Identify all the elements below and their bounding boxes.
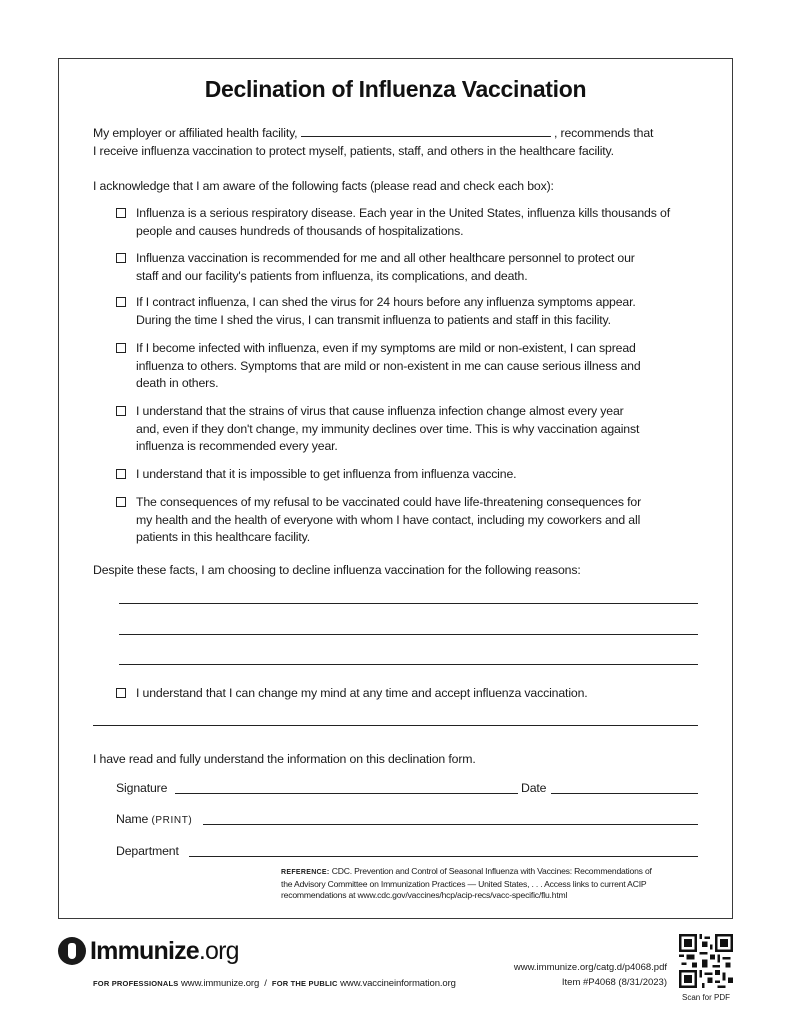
date-field[interactable]	[551, 793, 698, 794]
fact-item-4	[116, 340, 706, 393]
professionals-link[interactable]: www.immunize.org	[181, 978, 260, 989]
fact-text: and, even if they don't change, my immunity declines over time. This is why vaccination against	[136, 421, 640, 436]
fact-text: influenza to others. Symptoms that are mild or non-existent in me can cause serious illness and	[136, 358, 641, 373]
fact-text: Influenza is a serious respiratory disease. Each year in the United States, influenza kills thousands of	[136, 206, 670, 220]
department-field[interactable]	[189, 856, 698, 857]
footer-separator: /	[264, 978, 267, 989]
facility-name-field[interactable]	[301, 125, 551, 137]
fact-checkbox-7[interactable]	[116, 497, 126, 507]
decline-reasons-label: Despite these facts, I am choosing to decline influenza vaccination for the following reasons:	[93, 563, 581, 577]
reference-label: REFERENCE:	[281, 869, 330, 876]
fact-item-6	[116, 466, 706, 484]
change-mind-item	[116, 685, 706, 703]
fact-checkbox-3[interactable]	[116, 297, 126, 307]
immunize-logo-text	[90, 937, 239, 966]
professionals-label: FOR PROFESSIONALS	[93, 979, 179, 988]
change-mind-checkbox[interactable]	[116, 688, 126, 698]
fact-text: If I contract influenza, I can shed the virus for 24 hours before any influenza symptoms appear.	[136, 295, 636, 309]
public-link[interactable]: www.vaccineinformation.org	[340, 978, 456, 989]
reason-line-3[interactable]	[119, 664, 698, 665]
name-label	[116, 812, 192, 826]
footer-item-info	[514, 960, 667, 990]
section-divider	[93, 725, 698, 726]
fact-item-5	[116, 403, 706, 456]
reference-link[interactable]: recommendations at www.cdc.gov/vaccines/hcp/acip-recs/vacc-specific/flu.html	[281, 890, 568, 900]
name-field[interactable]	[203, 824, 698, 825]
intro-text-before: My employer or affiliated health facility,	[93, 126, 298, 140]
immunize-logo[interactable]	[58, 934, 239, 968]
fact-checkbox-1[interactable]	[116, 208, 126, 218]
date-label: Date	[521, 781, 547, 795]
fact-text: staff and our facility's patients from influenza, its complications, and death.	[136, 268, 528, 283]
fact-checkbox-5[interactable]	[116, 406, 126, 416]
department-label: Department	[116, 844, 179, 858]
form-title: Declination of Influenza Vaccination	[204, 76, 587, 102]
logo-suffix: .org	[198, 936, 239, 965]
intro-text-line2: I receive influenza vaccination to protect myself, patients, staff, and others in the healthcare facility.	[93, 143, 614, 158]
fact-item-2	[116, 250, 706, 285]
intro-text-after: , recommends that	[554, 126, 654, 140]
fact-text: people and causes hundreds of thousands of hospitalizations.	[136, 223, 464, 238]
signature-label: Signature	[116, 781, 168, 795]
logo-name: Immunize	[90, 936, 199, 965]
intro-paragraph	[93, 125, 703, 160]
acknowledge-instructions: I acknowledge that I am aware of the following facts (please read and check each box):	[93, 179, 554, 193]
fact-text: If I become infected with influenza, even if my symptoms are mild or non-existent, I can spread	[136, 341, 636, 355]
change-mind-text: I understand that I can change my mind at any time and accept influenza vaccination.	[136, 686, 588, 700]
fact-item-7	[116, 494, 706, 547]
fact-checkbox-2[interactable]	[116, 253, 126, 263]
fact-text: my health and the health of everyone with whom I have contact, including my coworkers and all	[136, 512, 641, 527]
fact-item-1	[116, 205, 706, 240]
item-number: Item #P4068 (8/31/2023)	[561, 977, 667, 988]
reference-note	[281, 866, 701, 902]
fact-text: The consequences of my refusal to be vaccinated could have life-threatening consequences for	[136, 495, 642, 509]
fact-text: I understand that it is impossible to get influenza from influenza vaccine.	[136, 467, 517, 481]
pdf-link[interactable]: www.immunize.org/catg.d/p4068.pdf	[513, 962, 667, 973]
qr-code-icon[interactable]	[679, 934, 733, 988]
footer-links	[93, 978, 456, 989]
fact-checkbox-6[interactable]	[116, 469, 126, 479]
immunize-logo-icon	[58, 937, 86, 965]
reference-text: CDC. Prevention and Control of Seasonal Influenza with Vaccines: Recommendations of	[331, 866, 652, 876]
reason-line-1[interactable]	[119, 603, 698, 604]
fact-text: patients in this healthcare facility.	[136, 530, 310, 544]
name-label-text: Name	[116, 812, 149, 826]
name-print-hint: (PRINT)	[151, 815, 193, 826]
scan-for-pdf-label: Scan for PDF	[681, 993, 730, 1002]
fact-text: death in others.	[136, 376, 219, 390]
fact-text: I understand that the strains of virus that cause influenza infection change almost every year	[136, 404, 624, 418]
fact-text: Influenza vaccination is recommended for me and all other healthcare personnel to protect our	[136, 251, 635, 265]
fact-text: influenza is recommended every year.	[136, 439, 338, 453]
signature-field[interactable]	[175, 793, 518, 794]
fact-checkbox-4[interactable]	[116, 343, 126, 353]
reason-line-2[interactable]	[119, 634, 698, 635]
read-statement: I have read and fully understand the information on this declination form.	[93, 752, 476, 766]
fact-text: During the time I shed the virus, I can transmit influenza to patients and staff in this facility.	[136, 312, 611, 327]
fact-item-3	[116, 294, 706, 329]
reference-text: the Advisory Committee on Immunization Practices — United States, . . . Access links to current ACIP	[281, 878, 647, 889]
public-label: FOR THE PUBLIC	[271, 979, 338, 988]
